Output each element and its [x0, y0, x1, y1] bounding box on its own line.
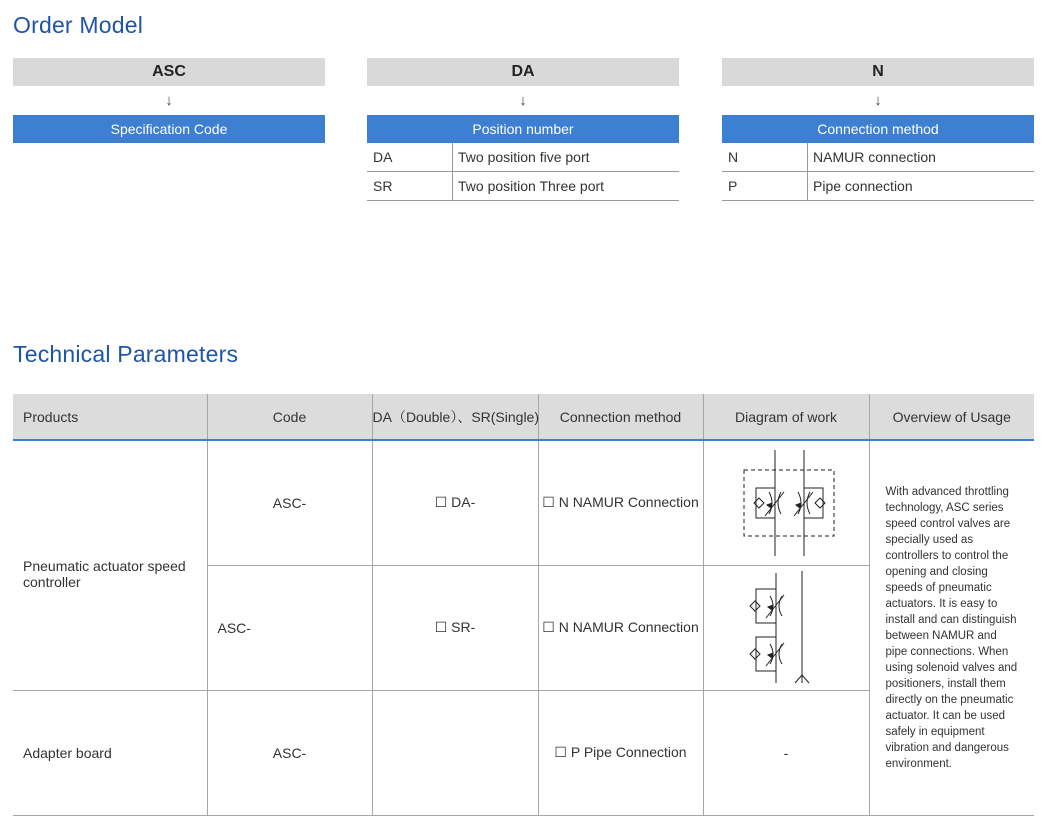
position-option-row [367, 172, 679, 201]
diagram-cell [703, 440, 869, 565]
product-cell [13, 440, 207, 690]
diagram-cell: - [703, 690, 869, 815]
option-value: NAMUR connection [813, 149, 936, 165]
header-code: Code [207, 394, 372, 440]
option-value: Two position Three port [458, 178, 605, 194]
connection-code-value: N [722, 58, 1034, 86]
code-cell: ASC- [207, 690, 372, 815]
position-code-value: DA [367, 58, 679, 86]
product-name: Pneumatic actuator speed controller [23, 557, 186, 590]
connection-option-row [722, 143, 1034, 172]
acting-type-cell [372, 690, 538, 815]
order-model-title: Order Model [13, 12, 144, 38]
arrow-down-icon: ↓ [519, 92, 527, 109]
option-key: SR [367, 172, 453, 200]
connection-method-header: Connection method [722, 115, 1034, 143]
order-model-column-spec [13, 58, 325, 143]
code-cell: ASC- [207, 565, 372, 690]
table-row [13, 440, 1034, 565]
option-key: DA [367, 143, 453, 171]
header-connection-method: Connection method [538, 394, 703, 440]
header-acting-type: DA（Double）、SR(Single) [372, 394, 538, 440]
spec-code-header: Specification Code [13, 115, 325, 143]
product-cell: Adapter board [13, 690, 207, 815]
connection-cell: ☐ N NAMUR Connection [538, 565, 703, 690]
header-overview: Overview of Usage [869, 394, 1034, 440]
option-value: Pipe connection [813, 178, 913, 194]
order-model-column-connection [722, 58, 1034, 201]
option-key: P [722, 172, 808, 200]
position-option-row [367, 143, 679, 172]
double-acting-diagram-icon [736, 446, 836, 560]
diagram-cell [703, 565, 869, 690]
spec-code-value: ASC [13, 58, 325, 86]
arrow-down-icon: ↓ [874, 92, 882, 109]
option-value: Two position five port [458, 149, 590, 165]
acting-type-cell: ☐ SR- [372, 565, 538, 690]
order-model-column-position [367, 58, 679, 201]
technical-parameters-title: Technical Parameters [13, 341, 239, 367]
technical-parameters-table [13, 394, 1034, 816]
arrow-down-icon: ↓ [165, 92, 173, 109]
option-key: N [722, 143, 808, 171]
overview-cell: With advanced throttling technology, ASC series speed control valves are specially used as controllers to control the opening and closing speeds of pneumatic actuators. It is easy to install and can distinguish between NAMUR and pipe connections. When using solenoid valves and positioners, install them directly on the pneumatic actuator. It can be used safely in equipment vibration and dangerous environment. [869, 440, 1034, 815]
header-products: Products [13, 394, 207, 440]
single-acting-diagram-icon [746, 569, 826, 687]
position-number-header: Position number [367, 115, 679, 143]
connection-cell: ☐ N NAMUR Connection [538, 440, 703, 565]
table-header-row [13, 394, 1034, 440]
connection-cell: ☐ P Pipe Connection [538, 690, 703, 815]
code-cell: ASC- [207, 440, 372, 565]
connection-option-row [722, 172, 1034, 201]
header-diagram: Diagram of work [703, 394, 869, 440]
acting-type-cell: ☐ DA- [372, 440, 538, 565]
